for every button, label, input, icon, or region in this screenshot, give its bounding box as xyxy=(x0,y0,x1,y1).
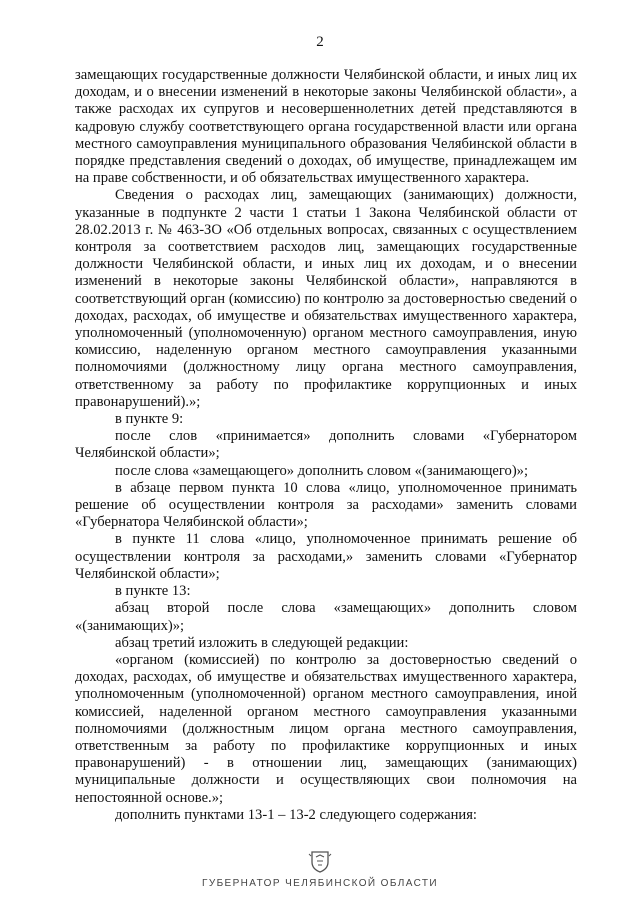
coat-of-arms-icon xyxy=(307,848,333,874)
paragraph: абзац второй после слова «замещающих» дополнить словом «(занимающих)»; xyxy=(75,600,577,634)
paragraph: в пункте 13: xyxy=(115,583,191,600)
page-number: 2 xyxy=(316,34,324,50)
paragraph: замещающих государственные должности Челябинской области, и иных лиц их доходам, и о внесении изменений в некоторые законы Челябинской области», а также расходах их супругов и несовершеннолетних детей представляются в кадровую службу соответствующего органа государственной власти или органа местного самоуправления муниципального образования Челябинской области в порядке представления сведений о доходах, об имуществе, принадлежащем им на праве собственности, и об обязательствах имущественного характера. xyxy=(75,67,577,187)
paragraph: в пункте 11 слова «лицо, уполномоченное принимать решение об осуществлении контроля за расходами,» заменить словами «Губернатор Челябинской области»; xyxy=(75,531,577,582)
paragraph: в абзаце первом пункта 10 слова «лицо, уполномоченное принимать решение об осуществлении контроля за расходами» заменить словами «Губернатора Челябинской области»; xyxy=(75,479,577,531)
paragraph: после слова «замещающего» дополнить словом «(занимающего)»; xyxy=(115,462,529,479)
paragraph: Сведения о расходах лиц, замещающих (занимающих) должности, указанные в подпункте 2 части 1 статьи 1 Закона Челябинской области от 28.02.2013 г. № 463-ЗО «Об отдельных вопросах, связанных с осуществлением контроля за соответствием расходов лиц, замещающих государственные должности Челябинской области, и иных лиц их доходам, и о внесении изменений в некоторые законы Челябинской области», направляются в соответствующий орган (комиссию) по контролю за достоверностью сведений о доходах, расходах, об имуществе и обязательствах имущественного характера, уполномоченный (уполномоченную) органом местного самоуправления, иную комиссию, наделенную органом местного самоуправления указанными полномочиями (должностному лицу органа местного самоуправления, ответственному за работу по профилактике коррупционных и иных правонарушений).»; xyxy=(75,187,577,410)
paragraph: дополнить пунктами 13-1 – 13-2 следующего содержания: xyxy=(115,806,477,823)
paragraph: абзац третий изложить в следующей редакции: xyxy=(115,634,409,651)
footer-text: ГУБЕРНАТОР ЧЕЛЯБИНСКОЙ ОБЛАСТИ xyxy=(202,878,438,889)
document-body xyxy=(75,67,577,824)
paragraph: «органом (комиссией) по контролю за достоверностью сведений о доходах, расходах, об имуществе и обязательствах имущественного характера, уполномоченным (уполномоченной) органом местного самоуправления, иной комиссией, наделенной органом местного самоуправления указанными полномочиями (должностным лицом органа местного самоуправления, ответственным за работу по профилактике коррупционных и иных правонарушений) - в отношении лиц, замещающих (занимающих) муниципальные должности и осуществляющих свои полномочия на непостоянной основе.»; xyxy=(75,651,577,806)
paragraph: после слов «принимается» дополнить словами «Губернатором Челябинской области»; xyxy=(75,428,577,462)
coat-of-arms-emblem xyxy=(0,848,640,874)
paragraph: в пункте 9: xyxy=(115,411,184,428)
